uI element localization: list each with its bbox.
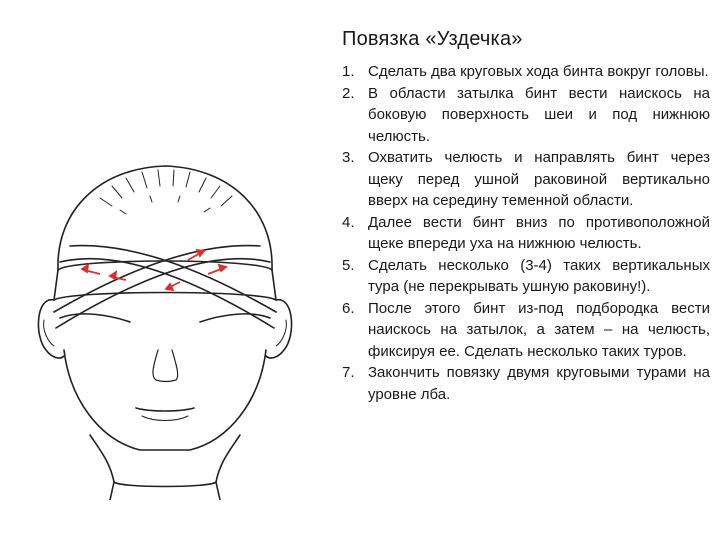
list-item	[342, 255, 710, 298]
list-item	[342, 61, 710, 83]
step-number: 7.	[342, 364, 355, 381]
step-number: 4.	[342, 213, 355, 231]
step-text: После этого бинт из-под подбородка вести наискось на затылок, а затем – на челюсть, фиксируя ее. Сделать несколько таких туров.	[368, 299, 710, 360]
step-text: Сделать два круговых хода бинта вокруг головы.	[368, 63, 709, 80]
page-title: Повязка «Уздечка»	[342, 28, 523, 50]
list-item	[342, 298, 710, 363]
step-text: Далее вести бинт вниз по противоположной щеке впереди уха на нижнюю челюсть.	[368, 213, 710, 252]
step-number: 1.	[342, 63, 355, 80]
step-number: 6.	[342, 299, 355, 317]
step-number: 3.	[342, 149, 355, 166]
step-text: Охватить челюсть и направлять бинт через щеку перед ушной раковиной вертикально вверх на середину теменной области.	[368, 149, 710, 209]
instructions	[342, 28, 710, 405]
step-text: В области затылка бинт вести наискось на боковую поверхность шеи и под нижнюю челюсть.	[368, 84, 710, 145]
bandage-illustration	[30, 150, 300, 500]
list-item	[342, 83, 710, 148]
list-item	[342, 147, 710, 212]
step-number: 5.	[342, 256, 355, 274]
step-number: 2.	[342, 84, 355, 102]
list-item	[342, 212, 710, 255]
list-item	[342, 362, 710, 405]
step-text: Закончить повязку двумя круговыми турами на уровне лба.	[368, 364, 710, 403]
bandaged-head-icon	[30, 150, 300, 500]
steps-list	[342, 61, 710, 405]
step-text: Сделать несколько (3-4) таких вертикальных тура (не перекрывать ушную раковину!).	[368, 256, 710, 295]
